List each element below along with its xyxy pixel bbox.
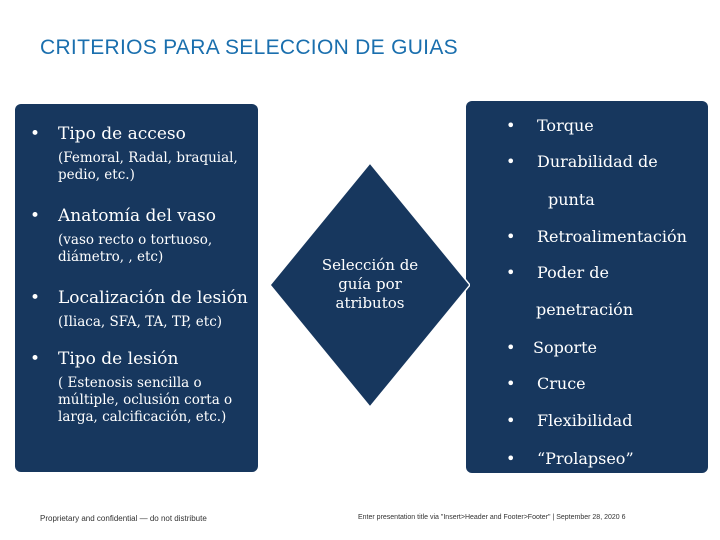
criteria-heading: Anatomía del vaso: [58, 206, 217, 226]
bullet-icon: •: [506, 374, 516, 393]
attribute-item: [506, 338, 597, 358]
bullet-icon: •: [506, 411, 516, 430]
attribute-label: Soporte: [533, 338, 598, 357]
criteria-heading: Localización de lesión: [58, 288, 248, 308]
attribute-item: [506, 152, 658, 172]
attribute-item: [506, 116, 594, 136]
bullet-icon: •: [30, 206, 41, 226]
bullet-icon: •: [30, 288, 41, 308]
bullet-icon: •: [506, 116, 516, 135]
criteria-item-vessel-anatomy: [30, 206, 258, 266]
attribute-label-continuation: punta: [548, 190, 595, 209]
criteria-item-lesion-location: [30, 288, 258, 331]
attribute-label: Durabilidad de: [537, 152, 658, 171]
attribute-label: Retroalimentación: [537, 227, 687, 246]
criteria-item-lesion-type: [30, 349, 258, 426]
attribute-item: [506, 374, 586, 394]
attribute-item: [506, 449, 634, 469]
diamond-label: Selección de guía por atributos: [321, 256, 419, 312]
attribute-item: [506, 263, 609, 283]
criteria-detail: (Iliaca, SFA, TA, TP, etc): [58, 314, 223, 330]
attribute-item: [506, 411, 632, 431]
bullet-icon: •: [506, 263, 516, 282]
footer-presentation-info: Enter presentation title via "Insert>Header and Footer>Footer" | September 28, 2020 6: [358, 514, 626, 521]
attribute-label-continuation: penetración: [536, 300, 634, 319]
bullet-icon: •: [506, 338, 516, 357]
attribute-label: Torque: [537, 116, 594, 135]
criteria-detail: ( Estenosis sencilla o múltiple, oclusión corta o larga, calcificación, etc.): [58, 375, 233, 425]
bullet-icon: •: [506, 227, 516, 246]
attribute-label: Poder de: [537, 263, 609, 282]
bullet-icon: •: [506, 152, 516, 171]
bullet-icon: •: [30, 124, 41, 144]
attribute-label: Cruce: [537, 374, 586, 393]
criteria-detail: (Femoral, Radal, braquial, pedio, etc.): [58, 150, 238, 183]
selection-diamond: [270, 163, 470, 407]
bullet-icon: •: [30, 349, 41, 369]
attribute-item: [506, 227, 687, 247]
slide-title: CRITERIOS PARA SELECCION DE GUIAS: [40, 36, 458, 59]
criteria-heading: Tipo de lesión: [58, 349, 179, 369]
footer-confidential: Proprietary and confidential — do not distribute: [40, 514, 207, 523]
attribute-label: “Prolapseo”: [537, 449, 634, 468]
criteria-detail: (vaso recto o tortuoso, diámetro, , etc): [58, 232, 213, 265]
bullet-icon: •: [506, 449, 516, 468]
criteria-heading: Tipo de acceso: [58, 124, 186, 144]
criteria-item-access-type: [30, 124, 258, 184]
attribute-label: Flexibilidad: [537, 411, 633, 430]
